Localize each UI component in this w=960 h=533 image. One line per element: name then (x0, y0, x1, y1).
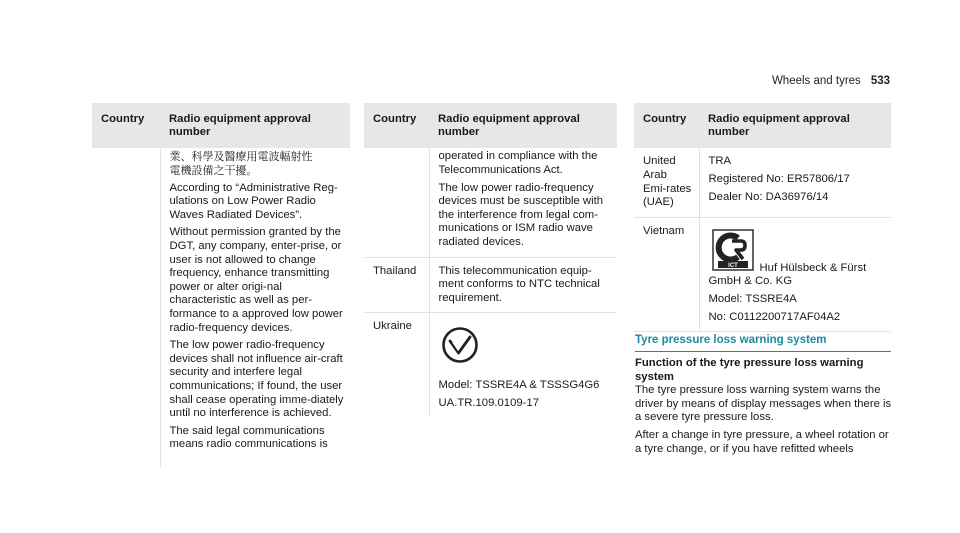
tpms-subtitle: Function of the tyre pressure loss warning system (635, 357, 864, 383)
country-cell (92, 148, 160, 468)
country-cell (364, 148, 429, 257)
approval-cell (699, 217, 891, 331)
radio-approval-table-1 (92, 103, 350, 468)
vietnam-manufacturer-b: GmbH & Co. KG (708, 275, 792, 288)
uae-dealer-no: Dealer No: DA36976/14 (708, 190, 829, 203)
cjk-text: 業、科學及醫療用電波輻射性 電機設備之干擾。 (169, 150, 313, 177)
vietnam-model: Model: TSSRE4A (708, 292, 797, 305)
table-header-row (634, 103, 891, 148)
country-column-header: Country (92, 103, 160, 148)
approval-paragraph: Without permission granted by the DGT, any company, enter-prise, or user is not allowed to change frequency, enhance transmitting power or alter origi-nal characteristic as well as per-formance to a approved low power radio-frequency devices. (169, 226, 343, 334)
approval-paragraph: The low power radio-frequency devices must be susceptible with the interference from legal com-munications or ISM radio wave radiated devices. (438, 181, 604, 248)
approval-paragraph: The low power radio-frequency devices shall not influence air-craft security and interfere legal communications; If found, the user shall cease operating imme-diately until no interference is achieved. (169, 339, 344, 420)
table-row-taiwan-cont (364, 148, 617, 257)
vietnam-cr-ict-mark-icon (712, 229, 754, 276)
radio-approval-table-3 (634, 103, 891, 332)
approval-paragraph: The said legal communications means radio communications is (169, 424, 328, 451)
radio-approval-table-2 (364, 103, 617, 417)
page-number: 533 (870, 75, 890, 87)
table-row-taiwan (92, 148, 350, 468)
approval-paragraph: operated in compliance with the Telecommunications Act. (438, 150, 598, 176)
country-column-header: Country (364, 103, 429, 148)
approval-cell (429, 148, 617, 257)
svg-text:ICT: ICT (727, 262, 738, 269)
page-header (772, 75, 890, 89)
table-row-uae (634, 148, 891, 217)
section-title: Wheels and tyres (771, 75, 861, 87)
ukraine-code: UA.TR.109.0109-17 (438, 396, 539, 409)
approval-cell (160, 148, 350, 468)
approval-cell: This telecommunication equip-ment conforms to NTC technical requirement. (429, 257, 617, 313)
ukraine-model: Model: TSSRE4A & TSSSG4G6 (438, 378, 600, 391)
country-cell: Thailand (364, 257, 429, 313)
table-row-vietnam (634, 217, 891, 331)
table-header-row (92, 103, 350, 148)
table-row-thailand (364, 257, 617, 313)
tpms-section-body (635, 357, 893, 460)
uae-authority: TRA (708, 155, 732, 168)
uae-registered-no: Registered No: ER57806/17 (708, 173, 850, 185)
country-column-header: Country (634, 103, 699, 148)
approval-paragraph: According to “Administrative Reg-ulations on Low Power Radio Waves Radiated Devices”. (169, 181, 338, 221)
tpms-paragraph: The tyre pressure loss warning system warns the driver by means of display messages when there is a severe tyre pressure loss. (635, 384, 892, 424)
country-cell: Ukraine (364, 313, 429, 418)
table-row-ukraine (364, 313, 617, 418)
approval-cell (699, 148, 891, 217)
country-cell: United Arab Emi-rates (UAE) (634, 148, 699, 217)
approval-column-header: Radio equipment approval number (699, 103, 891, 148)
country-cell: Vietnam (634, 217, 699, 331)
approval-column-header: Radio equipment approval number (160, 103, 350, 148)
vietnam-number: No: C0112200717AF04A2 (708, 310, 841, 323)
ukraine-conformity-mark-icon (441, 326, 612, 369)
vietnam-mark-line (709, 229, 886, 276)
tpms-section-title: Tyre pressure loss warning system (635, 334, 891, 352)
tpms-paragraph: After a change in tyre pressure, a wheel rotation or a tyre change, or if you have refitted wheels (635, 428, 889, 455)
approval-cell (429, 313, 617, 418)
vietnam-manufacturer-a: Huf Hülsbeck & Fürst (759, 261, 867, 274)
table-header-row (364, 103, 617, 148)
approval-column-header: Radio equipment approval number (429, 103, 617, 148)
